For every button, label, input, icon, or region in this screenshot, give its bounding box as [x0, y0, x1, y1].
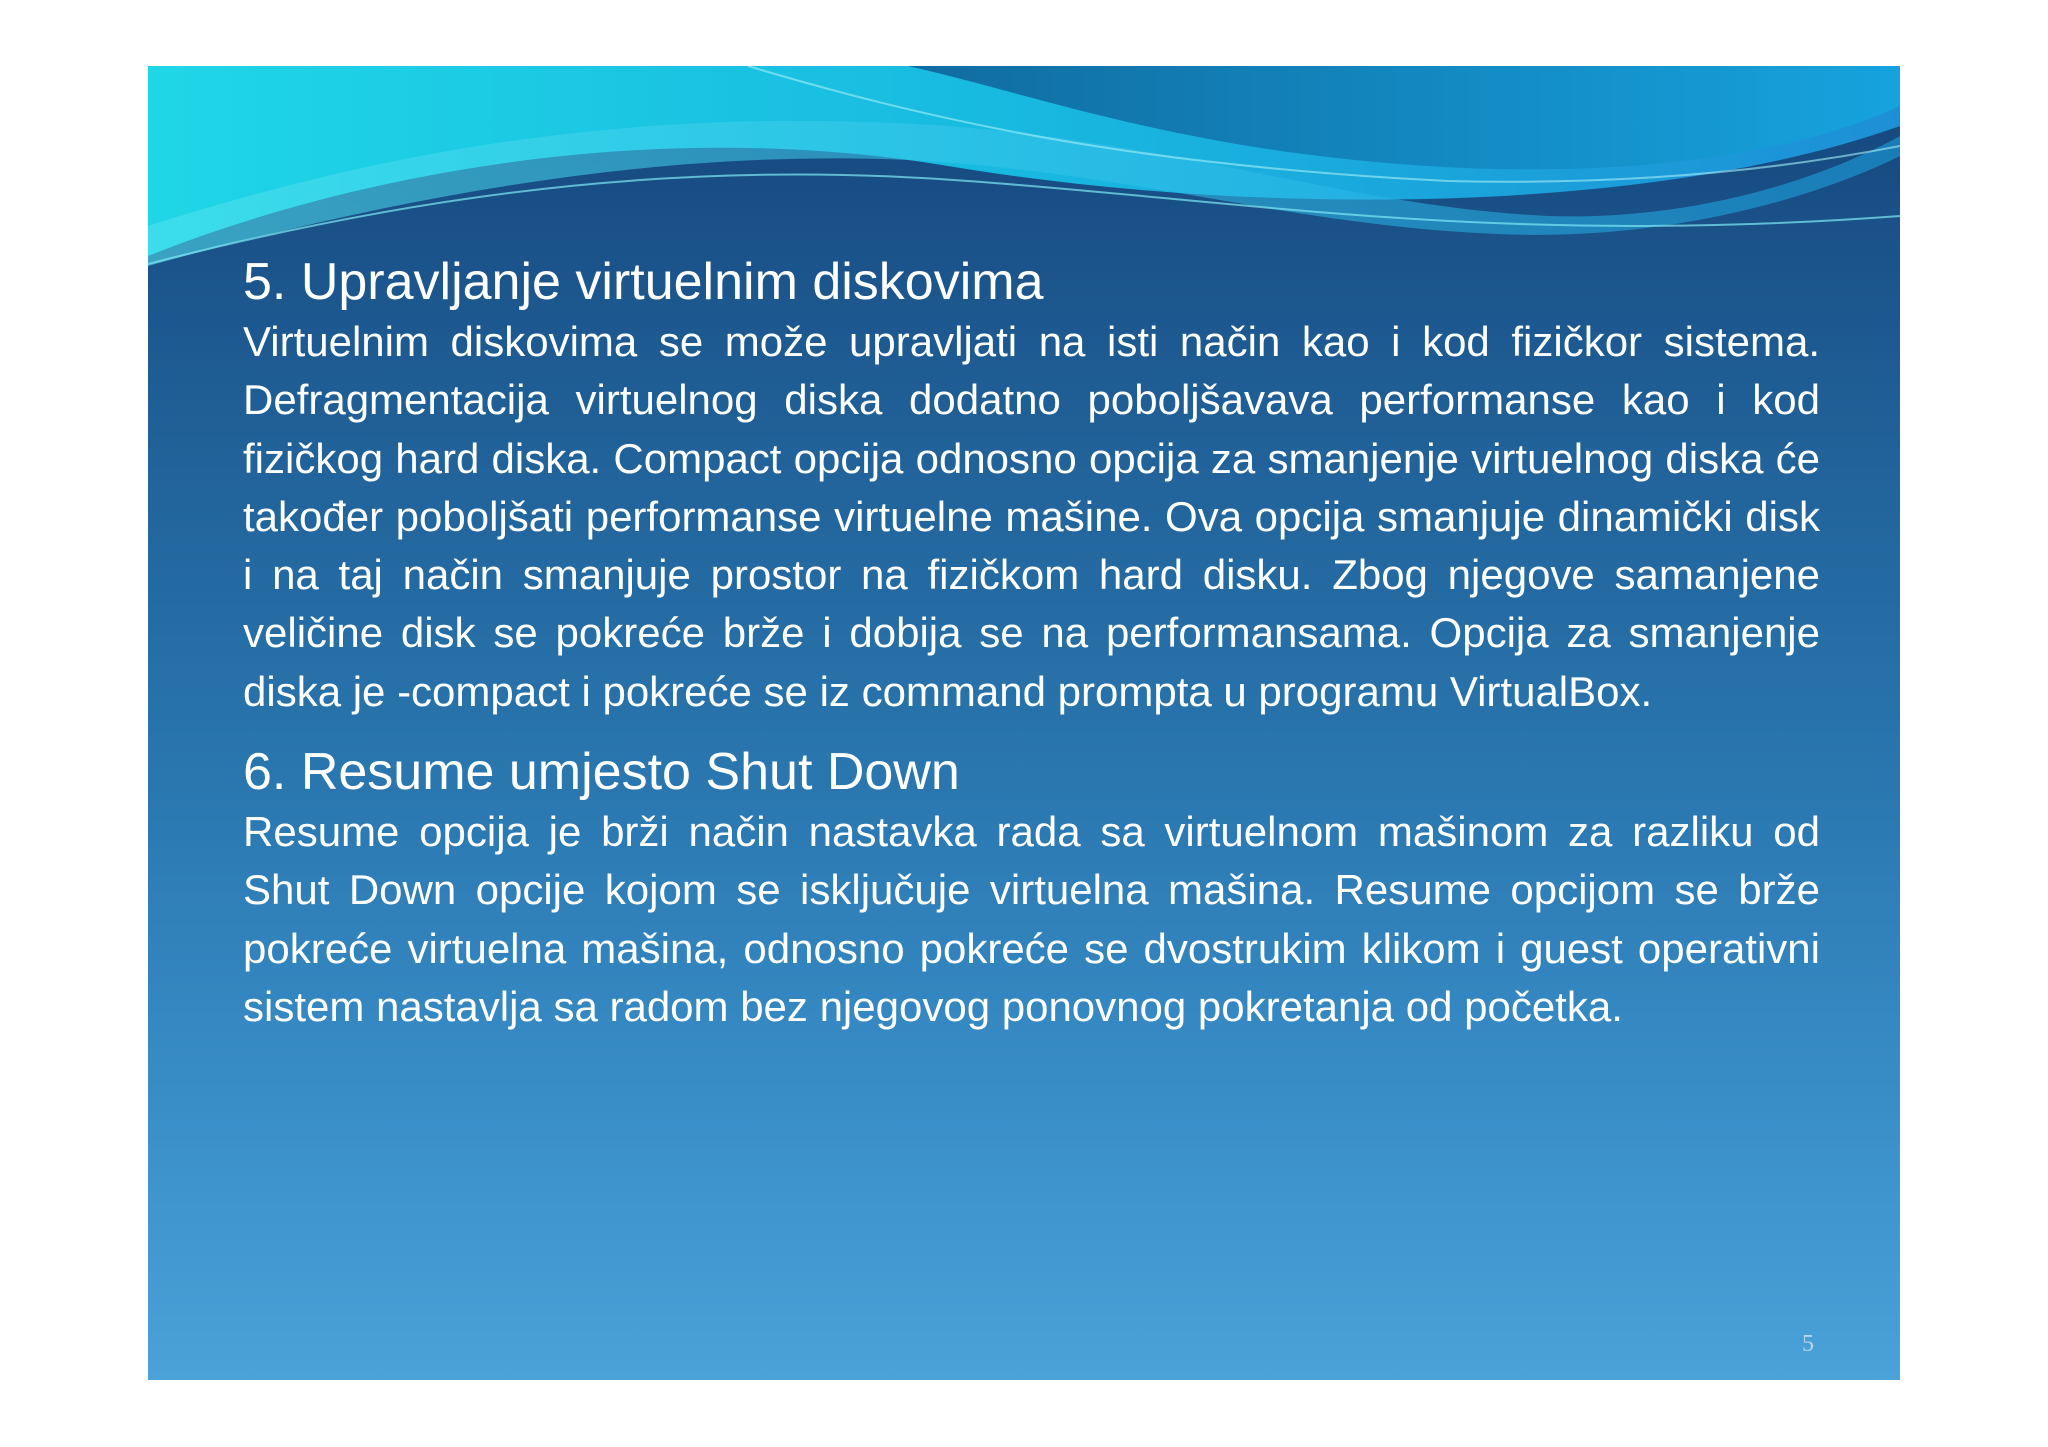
page-number: 5	[1802, 1331, 1814, 1357]
section-6-heading: 6. Resume umjesto Shut Down	[243, 743, 960, 802]
slide-content	[243, 251, 1820, 1036]
section-6-body: Resume opcija je brži način nastavka rada sa virtuelnom mašinom za razliku od Shut Down opcije kojom se isključuje virtuelna mašina. Resume opcijom se brže pokreće virtuelna mašina, odnosno pokreće se dvostrukim klikom i guest operativni sistem nastavlja sa radom bez njegovog ponovnog pokretanja od početka.	[243, 808, 1820, 1030]
section-5-body: Virtuelnim diskovima se može upravljati na isti način kao i kod fizičkor sistema. Defragmentacija virtuelnog diska dodatno poboljšavava performanse kao i kod fizičkog hard diska. Compact opcija odnosno opcija za smanjenje virtuelnog diska će također poboljšati performanse virtuelne mašine. Ova opcija smanjuje dinamički disk i na taj način smanjuje prostor na fizičkom hard disku. Zbog njegove samanjene veličine disk se pokreće brže i dobija se na performansama. Opcija za smanjenje diska je -compact i pokreće se iz command prompta u programu VirtualBox.	[243, 318, 1820, 715]
section-5-heading: 5. Upravljanje virtuelnim diskovima	[243, 253, 1044, 311]
slide	[148, 66, 1900, 1380]
